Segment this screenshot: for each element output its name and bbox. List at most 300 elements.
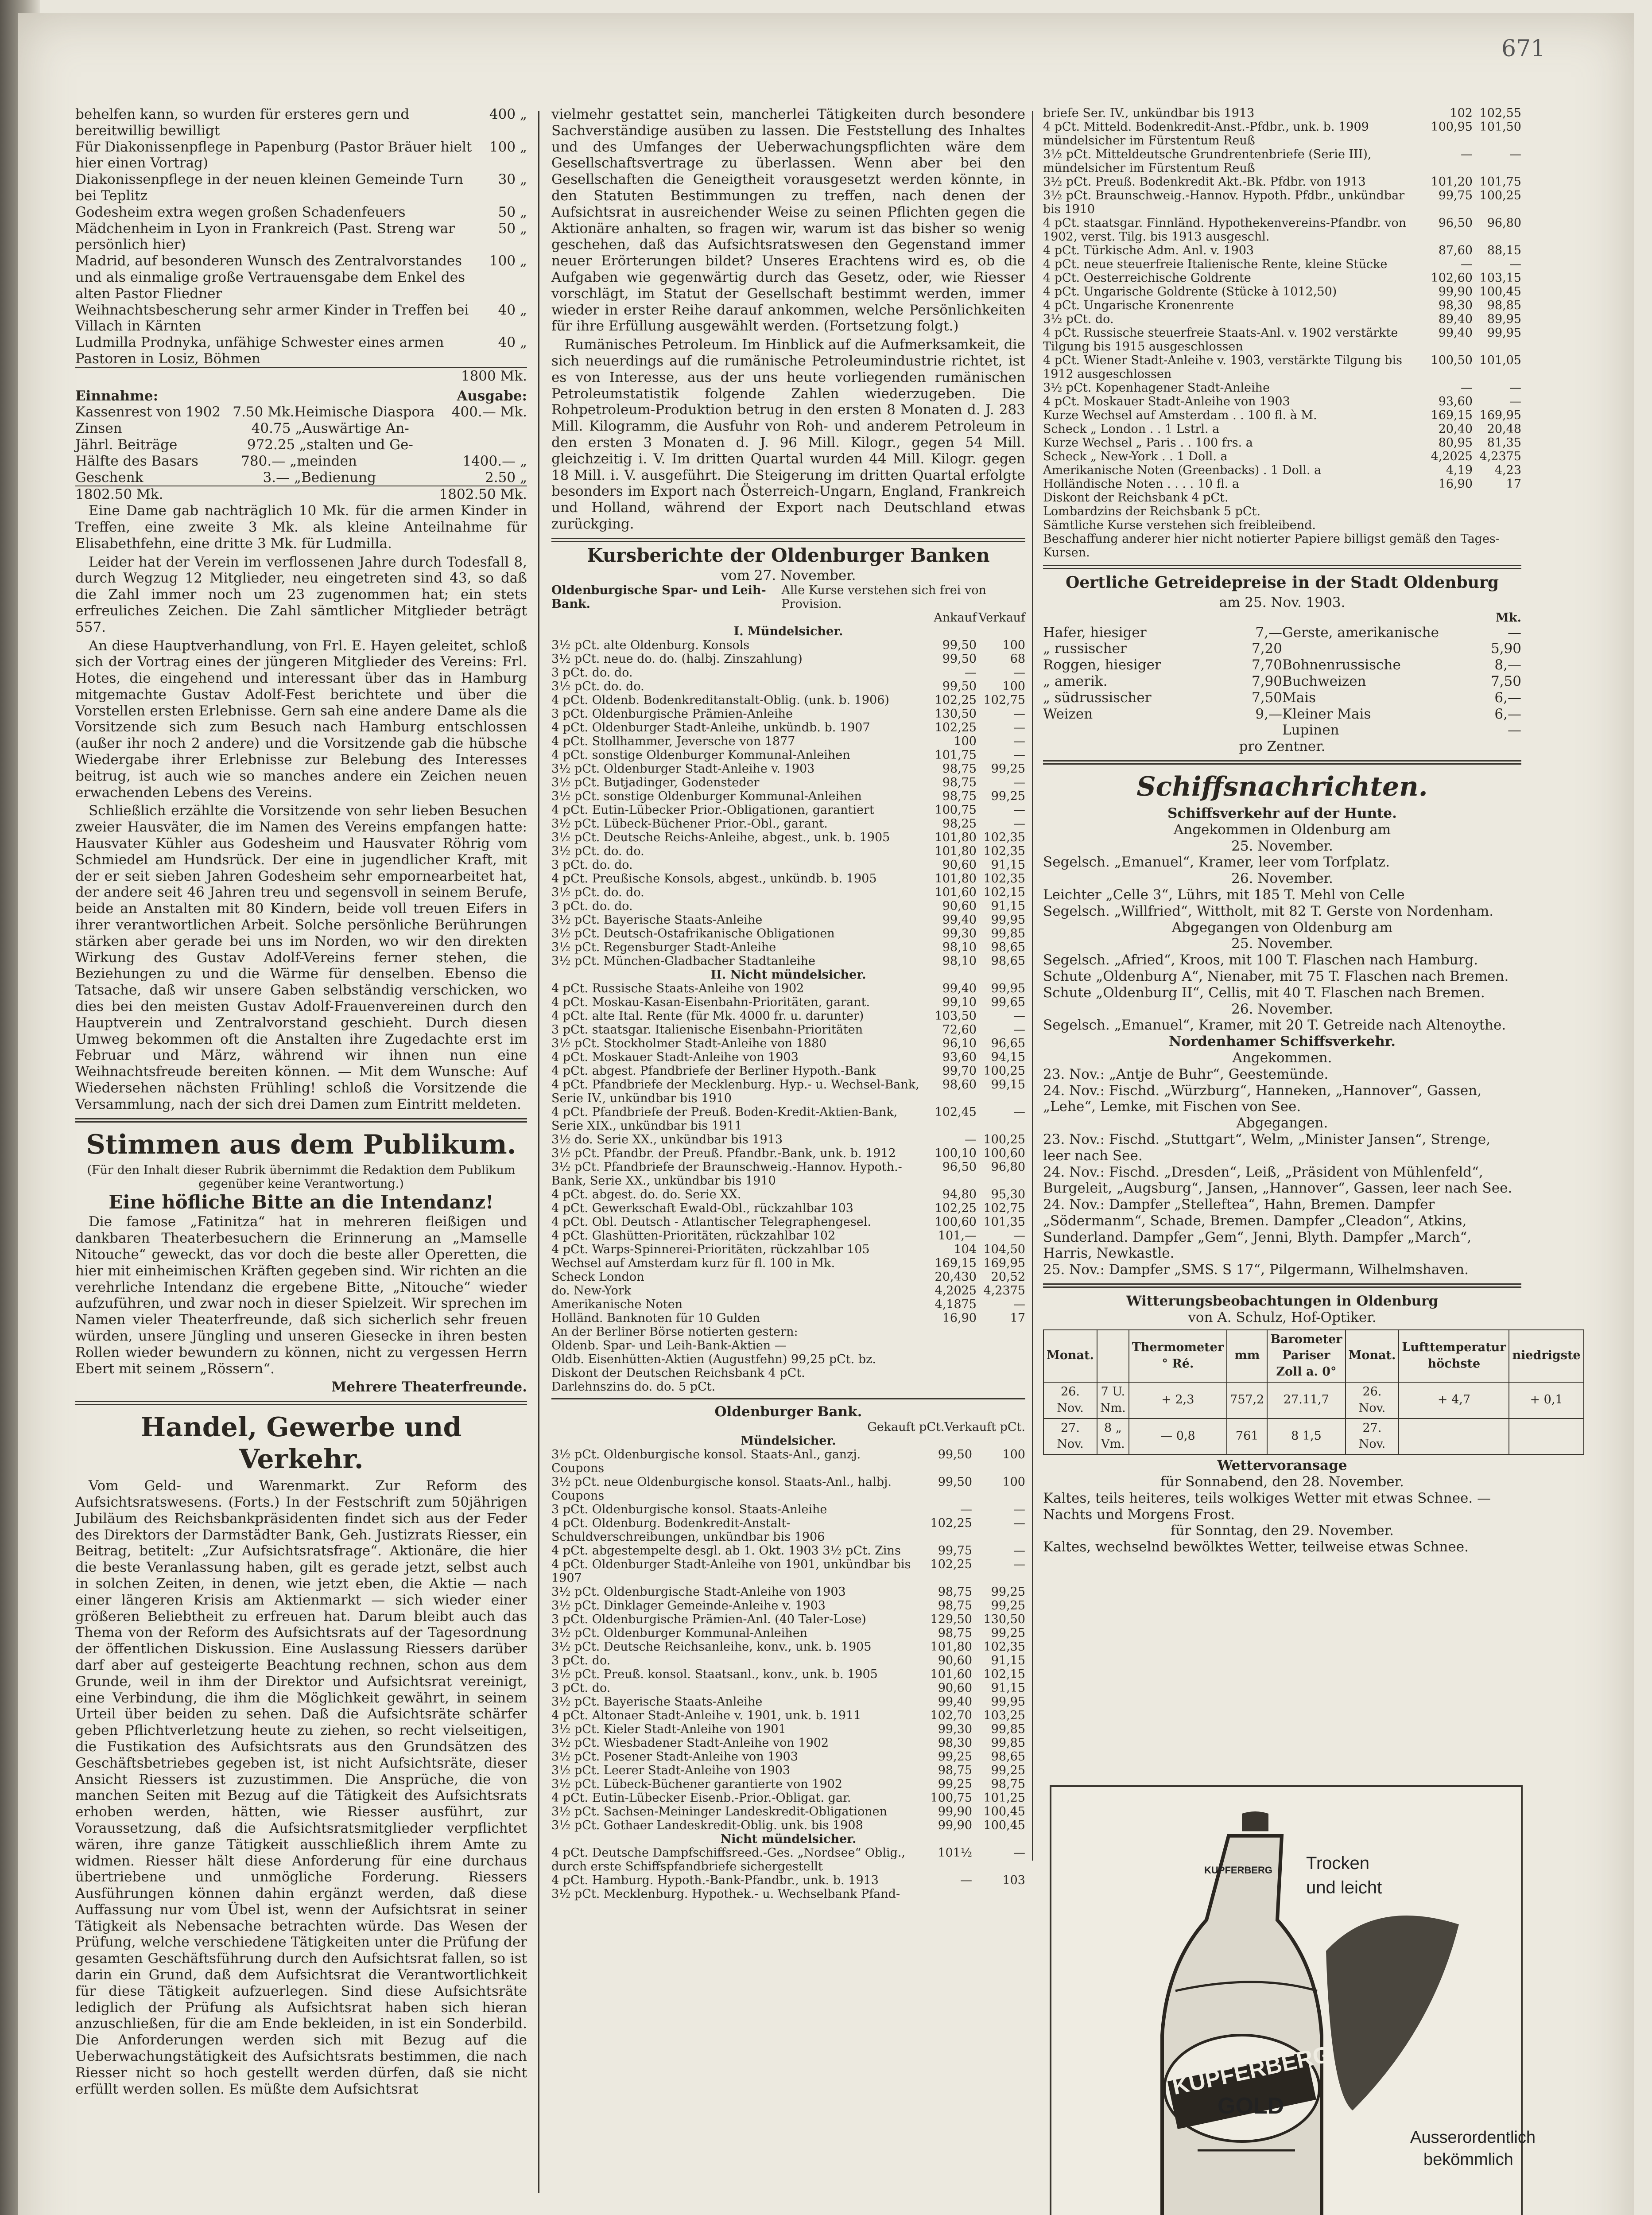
getreide-unit-row — [1043, 611, 1521, 625]
getreide-label: Kleiner Mais — [1282, 706, 1371, 722]
kurs2-label: Amerikanische Noten — [551, 1298, 683, 1312]
kurs2-row — [551, 1188, 1025, 1201]
kurs-note: Alle Kurse verstehen sich frei von Provision. — [781, 583, 986, 611]
ad-tagline-2: und leicht — [1306, 1878, 1382, 1897]
kurs2-value: 100,60 — [935, 1215, 977, 1229]
kurs-date: vom 27. November. — [721, 567, 856, 583]
kurs3-value: 101,80 — [930, 1640, 972, 1654]
getreide-price: 7,20 — [1251, 641, 1282, 657]
kurs3-value: — — [1013, 1503, 1025, 1517]
kurs1-label: 4 pCt. Eutin-Lübecker Prior.-Obligationen, garantiert — [551, 803, 874, 817]
kurs3-row — [551, 1448, 1025, 1475]
ledger-expense-value: 400.— Mk. — [451, 404, 527, 420]
kurs-cont-row — [1043, 257, 1521, 271]
kurs3-value: 99,25 — [938, 1750, 972, 1764]
kurs1-label: 3½ pCt. sonstige Oldenburger Kommunal-Anleihen — [551, 789, 862, 804]
kurs1-row — [551, 693, 1025, 707]
kurs2-row — [551, 1311, 1025, 1325]
kurs1-value: 98,75 — [942, 789, 977, 804]
weather-cell: 7 U. Nm. — [1097, 1382, 1129, 1418]
expense-head: Ausgabe: — [457, 388, 527, 404]
schiff-line: Abgegangen von Oldenburg am — [1171, 919, 1393, 936]
kurs-cont-label: 4 pCt. Wiener Stadt-Anleihe v. 1903, verstärkte Tilgung bis 1912 ausgeschlossen — [1043, 354, 1402, 381]
weather-cell: 8 1,5 — [1267, 1418, 1345, 1455]
kurs3-row — [551, 1626, 1025, 1640]
kurs1-row — [551, 872, 1025, 886]
wechsel-value: 16,90 — [1438, 477, 1473, 491]
kurs4-label: 4 pCt. Deutsche Dampfschiffsreed.-Ges. „Nordsee“ Oblig., durch erste Schiffspfandbriefe sichergestellt — [551, 1846, 905, 1874]
ledger-income-value: 7.50 Mk. — [233, 404, 295, 420]
kurs1-value: 102,35 — [983, 844, 1025, 859]
donation-total: 1800 Mk. — [461, 368, 527, 384]
getreide-date: am 25. Nov. 1903. — [1219, 594, 1346, 610]
wechsel-row — [1043, 422, 1521, 436]
kurs1-value: 99,25 — [991, 762, 1025, 776]
kurs4-row — [551, 1887, 1025, 1901]
kurs2-value: 101,35 — [983, 1215, 1025, 1229]
kurs3-row — [551, 1475, 1025, 1503]
donation-label: Weihnachtsbescherung sehr armer Kinder in Treffen bei Villach in Kärnten — [75, 302, 469, 334]
diskont-item: Sämtliche Kurse verstehen sich freibleibend. — [1043, 518, 1316, 532]
kurs2-value: 95,30 — [991, 1188, 1025, 1202]
weather-head-cell: Barometer Pariser Zoll a. 0° — [1267, 1330, 1345, 1382]
wechsel-row — [1043, 408, 1521, 422]
nordenham-line: Angekommen. — [1232, 1049, 1332, 1066]
kurs-sub-list — [551, 1339, 1025, 1394]
kurs1-value: 102,35 — [983, 831, 1025, 845]
kurs3-value: 100 — [1002, 1448, 1025, 1462]
kurs3-value: 99,85 — [991, 1722, 1025, 1737]
getreide-title: Oertliche Getreidepreise in der Stadt Oldenburg — [1065, 573, 1499, 592]
getreide-label: „ südrussischer — [1043, 689, 1152, 706]
wechsel-value: 20,40 — [1438, 422, 1473, 436]
section-divider — [75, 1401, 527, 1405]
kurs3-label: 3½ pCt. Preuß. konsol. Staatsanl., konv., unk. b. 1905 — [551, 1667, 878, 1682]
kurs1-value: 99,85 — [991, 927, 1025, 941]
kurs3-label: 3½ pCt. Sachsen-Meininger Landeskredit-Obligationen — [551, 1805, 888, 1819]
kurs2-value: 94,80 — [942, 1188, 977, 1202]
ad-tagline-1: Trocken — [1306, 1854, 1370, 1873]
kurs1-row — [551, 748, 1025, 762]
kurs-cont-value: 93,60 — [1438, 395, 1473, 408]
income-head: Einnahme: — [75, 388, 159, 404]
kurs2-value: — — [1013, 1229, 1025, 1243]
kurs1-value: 101,75 — [935, 748, 977, 762]
kurs1-row — [551, 776, 1025, 789]
ledger-expense-label: Bedienung — [301, 469, 376, 486]
ledger-income-label: Hälfte des Basars — [75, 453, 198, 469]
kurs3-label: 4 pCt. Eutin-Lübecker Eisenb.-Prior.-Obligat. gar. — [551, 1791, 851, 1805]
kurs-cont-row — [1043, 106, 1521, 120]
weather-cell: + 2,3 — [1129, 1382, 1227, 1418]
kurs3-row — [551, 1681, 1025, 1695]
kurs2-label: 4 pCt. Obl. Deutsch - Atlantischer Telegraphengesel. — [551, 1215, 871, 1229]
kurs-table-3 — [551, 1448, 1025, 1832]
kurs2-value: 101,— — [938, 1229, 977, 1243]
kurs3-value: 99,85 — [991, 1736, 1025, 1750]
kurs3-value: 103,25 — [983, 1709, 1025, 1723]
ledger-row — [75, 437, 527, 453]
kurs2-label: 4 pCt. Moskau-Kasan-Eisenbahn-Prioritäten, garant. — [551, 995, 870, 1010]
column-rule-2 — [1032, 111, 1033, 1861]
kurs3-value: 99,30 — [938, 1722, 972, 1737]
kurs2-row — [551, 1064, 1025, 1078]
kurs2-row — [551, 1078, 1025, 1105]
kurs3-value: 98,75 — [938, 1585, 972, 1599]
wechsel-label: Scheck „ New-York . . 1 Doll. a — [1043, 450, 1228, 463]
kurs-cont-row — [1043, 216, 1521, 244]
kurs-sec2: II. Nicht mündelsicher. — [710, 968, 866, 982]
getreide-price: — — [1508, 624, 1521, 641]
donation-value: 400 „ — [489, 106, 527, 122]
getreide-row — [1043, 657, 1521, 673]
weather-cell — [1509, 1418, 1583, 1455]
wechsel-row — [1043, 436, 1521, 450]
kurs1-row — [551, 886, 1025, 899]
getreide-row — [1043, 673, 1521, 690]
kurs3-value: 100,45 — [983, 1819, 1025, 1833]
ad-claim-2: bekömmlich — [1423, 2150, 1513, 2169]
kurs-sec1: I. Mündelsicher. — [733, 625, 843, 639]
kurs4-row — [551, 1873, 1025, 1887]
getreide-label: Hafer, hiesiger — [1043, 624, 1147, 641]
kurs3-label: 3½ pCt. Wiesbadener Stadt-Anleihe von 1902 — [551, 1736, 829, 1750]
weather-head-cell: Thermometer ° Ré. — [1129, 1330, 1227, 1382]
kurs2-value: — — [1013, 1023, 1025, 1037]
wechsel-table — [1043, 408, 1521, 491]
kurs2-row — [551, 1243, 1025, 1256]
bitte-text: Die famose „Fatinitza“ hat in mehreren fleißigen und dankbaren Theaterbesuchern die Erinnerung an „Mamselle Nitouche“ geweckt, das vor doch die beste aller Operetten, die hier mit einheimischen Kräften gegeben sind. Wir richten an die verehrliche Intendanz die ergebene Bitte, „Nitouche“ wieder aufzuführen, und zwar noch in dieser Spielzeit. Wir sprechen im Namen vieler Theaterfreunde, daß sich sicherlich sehr freuen würden, unsere Jüngling und unseren Giesecke in ihren besten Rollen wieder bewundern zu können, nicht zu vergessen Herrn Ebert mit seinem „Rössern“. — [75, 1214, 527, 1377]
kurs-cont-row — [1043, 395, 1521, 408]
kurs-cont-value: 96,80 — [1487, 216, 1521, 230]
kurs1-value: — — [1013, 803, 1025, 817]
kurs3-value: 102,35 — [983, 1640, 1025, 1654]
kurs3-label: 3 pCt. Oldenburgische Prämien-Anl. (40 Taler-Lose) — [551, 1613, 866, 1627]
kurs1-row — [551, 707, 1025, 721]
kurs3-value: 100,45 — [983, 1805, 1025, 1819]
kurs2-value: 103,50 — [935, 1009, 977, 1023]
kurs-continuation — [1043, 106, 1521, 408]
kurs2-label: 3½ do. Serie XX., unkündbar bis 1913 — [551, 1133, 783, 1147]
kurs-cont-row — [1043, 175, 1521, 189]
kurs2-value: 102,25 — [935, 1201, 977, 1216]
kurs1-value: — — [1013, 817, 1025, 831]
kurs1-value: 98,65 — [991, 940, 1025, 955]
kurs-sub-item: Oldenb. Spar- und Leih-Bank-Aktien — — [551, 1339, 787, 1353]
kurs2-value: 96,50 — [942, 1160, 977, 1174]
getreide-price: 6,— — [1494, 689, 1521, 706]
kurs2-row — [551, 982, 1025, 995]
ledger-table — [75, 404, 527, 486]
wechsel-row — [1043, 477, 1521, 491]
kurs-table-4 — [551, 1846, 1025, 1901]
kupferberg-advertisement — [1050, 1785, 1536, 2215]
wetter-forecast — [1043, 1474, 1521, 1555]
kurs2-label: 4 pCt. Glashütten-Prioritäten, rückzahlbar 102 — [551, 1229, 836, 1243]
kurs2-label: 4 pCt. alte Ital. Rente (für Mk. 4000 fr. u. darunter) — [551, 1009, 864, 1023]
kurs2-value: 98,60 — [942, 1078, 977, 1092]
kurs2-label: 4 pCt. Gewerkschaft Ewald-Obl., rückzahlbar 103 — [551, 1201, 853, 1216]
kurs3-row — [551, 1791, 1025, 1805]
getreide-unit: Mk. — [1496, 610, 1521, 625]
kurs1-value: — — [1013, 748, 1025, 762]
kurs2-row — [551, 1146, 1025, 1160]
donation-row — [75, 171, 527, 204]
kurs1-value: — — [1013, 721, 1025, 735]
kurs2-row — [551, 1298, 1025, 1311]
kurs-cont-label: 4 pCt. Russische steuerfreie Staats-Anl. v. 1902 verstärkte Tilgung bis 1915 ausgeschlossen — [1043, 326, 1398, 354]
kurs-sec3: Mündelsicher. — [741, 1434, 836, 1448]
kurs2-value: 100,25 — [983, 1133, 1025, 1147]
kurs1-row — [551, 913, 1025, 927]
kurs-cont-label: 3½ pCt. Mitteldeutsche Grundrentenbriefe (Serie III), mündelsicher im Fürstentum Reuß — [1043, 148, 1372, 175]
kurs3-label: 3½ pCt. Deutsche Reichsanleihe, konv., unk. b. 1905 — [551, 1640, 872, 1654]
getreide-row — [1043, 690, 1521, 706]
kurs1-label: 3½ pCt. Deutsche Reichs-Anleihe, abgest., unk. b. 1905 — [551, 831, 890, 845]
kurs2-value: 100,25 — [983, 1064, 1025, 1078]
kurs3-value: 99,25 — [991, 1626, 1025, 1640]
kurs-cont-label: 3½ pCt. Kopenhagener Stadt-Anleihe — [1043, 381, 1270, 395]
kurs2-label: Scheck London — [551, 1270, 644, 1284]
kurs3-value: 98,75 — [938, 1764, 972, 1778]
kurs2-value: 96,65 — [991, 1037, 1025, 1051]
kurs-sub: An der Berliner Börse notierten gestern: — [551, 1325, 798, 1339]
kurs3-value: 102,25 — [930, 1558, 972, 1572]
ledger-total-right: 1802.50 Mk. — [439, 486, 527, 503]
getreide-price: 7,50 — [1251, 689, 1282, 706]
wetter-vor-title: Wettervoransage — [1217, 1457, 1347, 1474]
donation-row — [75, 221, 527, 253]
ledger-income-label: Zinsen — [75, 420, 122, 437]
kurs2-row — [551, 1284, 1025, 1298]
ledger-income-value: 3.— „ — [263, 469, 301, 486]
ledger-heads — [75, 388, 527, 404]
kurs3-value: 99,75 — [938, 1544, 972, 1558]
getreide-row — [1043, 706, 1521, 723]
kurs2-value: 20,52 — [991, 1270, 1025, 1284]
kurs1-value: 102,25 — [935, 721, 977, 735]
kurs2-value: 96,10 — [942, 1037, 977, 1051]
kurs2-row — [551, 1037, 1025, 1050]
ledger-row — [75, 470, 527, 486]
kurs4-label: 4 pCt. Hamburg. Hypoth.-Bank-Pfandbr., unk. b. 1913 — [551, 1873, 879, 1888]
getreide-label: „ russischer — [1043, 641, 1127, 657]
kurs2-value: 20,430 — [935, 1270, 977, 1284]
kurs2-row — [551, 1256, 1025, 1270]
schiff-line: 25. November. — [1231, 838, 1333, 854]
kurs3-value: — — [1013, 1558, 1025, 1572]
kurs2-value: 99,10 — [942, 995, 977, 1010]
kurs1-label: 4 pCt. sonstige Oldenburger Kommunal-Anleihen — [551, 748, 850, 762]
forecast-line: Kaltes, teils heiteres, teils wolkiges Wetter mit etwas Schnee. — Nachts und Morgens Frost. — [1043, 1490, 1491, 1523]
wechsel-value: 4,2025 — [1431, 450, 1473, 463]
schiff-line: Segelsch. „Emanuel“, Kramer, leer vom Torfplatz. — [1043, 854, 1390, 870]
kurs-cont-value: 103,15 — [1479, 271, 1521, 285]
weather-cell: 757,2 — [1227, 1382, 1267, 1418]
kurs3-value: 102,15 — [983, 1667, 1025, 1682]
kurs1-row — [551, 721, 1025, 734]
kurs1-value: 98,65 — [991, 954, 1025, 968]
getreide-price: 5,90 — [1490, 641, 1521, 657]
kurs2-value: 94,15 — [991, 1050, 1025, 1065]
getreide-price: 6,— — [1494, 706, 1521, 722]
kurs1-value: 101,80 — [935, 872, 977, 886]
getreide-row — [1043, 625, 1521, 641]
donation-value: 30 „ — [498, 171, 527, 188]
ledger-income-label: Jährl. Beiträge — [75, 436, 178, 453]
ledger-total-left: 1802.50 Mk. — [75, 486, 163, 503]
kurs3-value: 101,25 — [983, 1791, 1025, 1805]
kurs1-label: 3 pCt. Oldenburgische Prämien-Anleihe — [551, 707, 793, 721]
schiff-line: Leichter „Celle 3“, Lührs, mit 185 T. Mehl von Celle — [1043, 886, 1405, 903]
kurs4-label: 3½ pCt. Mecklenburg. Hypothek.- u. Wechselbank Pfand- — [551, 1887, 900, 1901]
handel-text: Vom Geld- und Warenmarkt. Zur Reform des Aufsichtsratswesens. (Forts.) In der Festschrift zum 50jährigen Jubiläum des Reichsbankpräsidenten findet sich aus der Feder des Direktors der Darmstädter Bank, Geh. Justizrats Riesser, ein Beitrag, betitelt: „Zur Aufsichtsratsfrage“. Aktionäre, die hier die beste Veranlassung haben, gilt es gerade jetzt, selbst auch in solchen Zeiten, in denen, wie jetzt eben, die Aktie — nach einer längeren Krisis am Aktienmarkt — sich wieder einer größeren Beliebtheit zu erfreuen hat. Darum bleibt auch das Thema von der Reform des Aufsichtsrats auf der Tagesordnung der öffentlichen Diskussion. Eine Auslassung Riessers darüber darf aber auf gesteigerte Beachtung rechnen, schon aus dem Grunde, weil in ihm der Direktor und Aufsichtsrat vereinigt, eine Verbindung, die ihm die Möglichkeit gewährt, in seinem Urteil über beiden zu sehen. Daß die Aufsichtsräte schärfer geben Pflichtverletzung heute zu ziehen, so recht vielseitigen, die Fustikation des Aufsichtsrats aus den Grundsätzen des Geschäftsbetriebes gegeben ist, ist nicht Aufsichtsräte, dieser Ansicht Riessers ist zuzustimmen. Die Ansprüche, die von manchen Seiten mit Bezug auf die Tätigkeit des Aufsichtsrats erhoben werden, hätten, wie Riesser ausführt, zur Voraussetzung, daß die Aufsichtsratsmitglieder verpflichtet wären, ihre ganze Tätigkeit ausschließlich ihrem Amte zu widmen. Riesser hält diese Anforderung für eine durchaus übertriebene und unmögliche Forderung. Riessers Ausführungen können dahin ergänzt werden, daß diese Auffassung nur vom Übel ist, wenn der Aufsichtsrat in seiner Tätigkeit als Nebensache betrachten würde. Das Wesen der Prüfung, welche verschiedene Tätigkeiten unter die Prüfung der gesamten Geschäftsführung durch den Aufsichtsrat fallen, so ist darin ein Grund, daß dem Aufsichtsrat die Verantwortlichkeit für diese Tätigkeit aufzuerlegen. Sind diese Aufsichtsräte lediglich der Prüfung als Aufsichtsrat haben sich hieran anzuschließen, für die am Ende bekleiden, in ist ein Sonderbild. Die Anforderungen werden sich mit Bezug auf die Ueberwachungstätigkeit des Aufsichtsrats bestimmen, die nach Riesser nicht so hoch gestellt werden dürfen, daß sie nicht erfüllt werden sollen. Es müßte dem Aufsichtsrat — [75, 1478, 527, 2097]
getreide-label: Gerste, amerikanische — [1282, 624, 1439, 641]
kurs1-label: 3½ pCt. do. do. — [551, 844, 644, 859]
donation-label: Ludmilla Prodnyka, unfähige Schwester eines armen Pastoren in Losiz, Böhmen — [75, 334, 444, 367]
kurs1-value: 99,40 — [942, 913, 977, 927]
bitte-title: Eine höfliche Bitte an die Intendanz! — [109, 1191, 494, 1213]
stimmen-note: (Für den Inhalt dieser Rubrik übernimmt die Redaktion dem Publikum gegenüber keine Verantwortung.) — [87, 1163, 516, 1191]
getreide-label: Bohnenrussische — [1282, 657, 1401, 673]
kurs-sub-item: Diskont der Deutschen Reichsbank 4 pCt. — [551, 1366, 805, 1380]
donation-row — [75, 204, 527, 221]
kurs-head-sell: Verkauf — [978, 611, 1025, 625]
wechsel-row — [1043, 450, 1521, 463]
kurs1-row — [551, 803, 1025, 817]
ledger-expense-label: meinden — [297, 453, 357, 469]
kurs2-label: do. New-York — [551, 1284, 632, 1298]
getreide-label: Mais — [1282, 689, 1316, 706]
kurs3-value: — — [1013, 1516, 1025, 1531]
report-paragraph: Leider hat der Verein im verflossenen Jahre durch Todesfall 8, durch Wegzug 12 Mitglieder, neu eingetreten sind 43, so daß die Zahl immer noch um 23 zugenommen hat; ein stets erfreuliches Zeichen. Die Zahl sämtlicher Mitglieder beträgt 557. — [75, 554, 527, 635]
section-divider — [551, 538, 1025, 542]
kurs-cont-label: 3½ pCt. Preuß. Bodenkredit Akt.-Bk. Pfdbr. von 1913 — [1043, 175, 1366, 189]
kurs-cont-row — [1043, 285, 1521, 299]
kurs-cont-row — [1043, 120, 1521, 148]
getreide-price: 9,— — [1255, 706, 1282, 722]
kurs-cont-value: 89,40 — [1438, 312, 1473, 326]
diskont-item: Lombardzins der Reichsbank 5 pCt. — [1043, 505, 1260, 518]
kurs1-value: — — [1013, 707, 1025, 721]
section-divider — [75, 1118, 527, 1123]
kurs2-row — [551, 1023, 1025, 1037]
kurs-cont-value: — — [1509, 257, 1521, 271]
kurs1-value: 90,60 — [942, 858, 977, 872]
weather-cell: 27. Nov. — [1346, 1418, 1399, 1455]
wechsel-value: 20,48 — [1487, 422, 1521, 436]
kurs2-label: 4 pCt. abgest. Pfandbriefe der Berliner Hypoth.-Bank — [551, 1064, 876, 1078]
kurs1-row — [551, 789, 1025, 803]
kurs1-value: 99,50 — [942, 680, 977, 694]
kurs1-label: 3½ pCt. Oldenburger Stadt-Anleihe v. 1903 — [551, 762, 815, 776]
nordenham-line: 24. Nov.: Fischd. „Würzburg“, Hanneken, „Hannover“, Gassen, „Lehe“, Lemke, mit Fischen von See. — [1043, 1082, 1482, 1115]
kurs2-value: — — [965, 1133, 977, 1147]
kurs3-label: 3½ pCt. Bayerische Staats-Anleihe — [551, 1695, 763, 1709]
kurs-cont-label: 4 pCt. neue steuerfreie Italienische Rente, kleine Stücke — [1043, 257, 1388, 271]
kurs2-value: 100,60 — [983, 1146, 1025, 1161]
kurs1-value: 99,50 — [942, 638, 977, 653]
kurs2-label: 3½ pCt. Stockholmer Stadt-Anleihe von 1880 — [551, 1037, 827, 1051]
weather-cell: 26. Nov. — [1346, 1382, 1399, 1418]
kurs3-row — [551, 1750, 1025, 1764]
kurs3-value: 98,30 — [938, 1736, 972, 1750]
kurs-cont-label: 4 pCt. Ungarische Goldrente (Stücke à 1012,50) — [1043, 285, 1337, 299]
nordenham-line: 23. Nov.: „Antje de Buhr“, Geestemünde. — [1043, 1066, 1329, 1082]
getreide-table — [1043, 625, 1521, 739]
kurs-head-buy: Ankauf — [934, 611, 977, 625]
ledger-income-label: Geschenk — [75, 469, 143, 486]
kurs1-value: 91,15 — [991, 899, 1025, 913]
kurs3-label: 3 pCt. do. — [551, 1654, 611, 1668]
kurs-cont-value: 99,95 — [1487, 326, 1521, 340]
kurs1-value: 68 — [1010, 652, 1025, 666]
kurs-cont-row — [1043, 326, 1521, 354]
weather-head-row — [1043, 1330, 1584, 1382]
diskont-list — [1043, 491, 1521, 560]
donation-value: 50 „ — [498, 204, 527, 220]
weather-head-cell: niedrigste — [1509, 1330, 1583, 1382]
kurs1-label: 3½ pCt. Deutsch-Ostafrikanische Obligationen — [551, 927, 835, 941]
kurs2-label: 3½ pCt. Pfandbr. der Preuß. Pfandbr.-Bank, unk. b. 1912 — [551, 1146, 896, 1161]
nordenham-line: 24. Nov.: Fischd. „Dresden“, Leiß, „Präsident von Mühlenfeld“, Burgeleit, „Augsburg“, Jansen, „Hannover“, Gassen, leer nach See. — [1043, 1164, 1512, 1197]
report-paragraph: Eine Dame gab nachträglich 10 Mk. für die armen Kinder in Treffen, eine zweite 3 Mk. als kleine Anteilnahme für Elisabethfehn, eine dritte 3 Mk. für Ludmilla. — [75, 503, 527, 552]
weather-cell: + 4,7 — [1399, 1382, 1509, 1418]
schiff-line: Angekommen in Oldenburg am — [1173, 821, 1391, 838]
ledger-income-value: 972.25 „ — [247, 436, 307, 453]
donation-row — [75, 302, 527, 335]
kurs3-label: 3½ pCt. Kieler Stadt-Anleihe von 1901 — [551, 1722, 786, 1737]
donation-value: 50 „ — [498, 220, 527, 237]
kurs3-row — [551, 1516, 1025, 1544]
kurs3-label: 3½ pCt. neue Oldenburgische konsol. Staats-Anl., halbj. Coupons — [551, 1475, 892, 1503]
wechsel-value: 4,2375 — [1479, 450, 1521, 463]
donation-row — [75, 253, 527, 302]
section-divider — [1043, 760, 1521, 765]
nordenham-line: 24. Nov.: Dampfer „Stelleftea“, Hahn, Bremen. Dampfer „Södermanm“, Schade, Bremen. Dampfer „Cleadon“, Atkins, Sunderland. Dampfer „Gem“, Jenni, Blyth. Dampfer „March“, Harris, Newkastle. — [1043, 1197, 1472, 1262]
kurs3-value: 98,75 — [938, 1626, 972, 1640]
wechsel-value: 81,35 — [1487, 436, 1521, 450]
kurs-cont-value: 88,15 — [1487, 244, 1521, 257]
kurs-cont-row — [1043, 271, 1521, 285]
ledger-income-value: 40.75 „ — [251, 420, 302, 437]
kurs1-value: 98,75 — [942, 762, 977, 776]
kurs2-row — [551, 995, 1025, 1009]
kurs3-value: 99,40 — [938, 1695, 972, 1709]
kurs3-value: 130,50 — [983, 1613, 1025, 1627]
kurs3-label: 3½ pCt. Leerer Stadt-Anleihe von 1903 — [551, 1764, 791, 1778]
kurs3-row — [551, 1613, 1025, 1626]
getreide-label: Roggen, hiesiger — [1043, 657, 1161, 673]
kurs2-value: 99,65 — [991, 995, 1025, 1010]
kurs3-value: 99,25 — [991, 1764, 1025, 1778]
schiff-title: Schiffsnachrichten. — [1136, 771, 1428, 802]
kurs-cont-row — [1043, 354, 1521, 381]
weather-table — [1043, 1329, 1584, 1455]
getreide-label: Lupinen — [1282, 722, 1339, 738]
kurs1-value: — — [1013, 734, 1025, 749]
kurs-cont-label: briefe Ser. IV., unkündbar bis 1913 — [1043, 106, 1255, 120]
forecast-line: für Sonnabend, den 28. November. — [1160, 1474, 1404, 1490]
kurs3-value: — — [960, 1503, 972, 1517]
kurs1-value: — — [1013, 666, 1025, 680]
weather-head-cell: Monat. — [1043, 1330, 1097, 1382]
donation-list — [75, 106, 527, 367]
kurs1-label: 3½ pCt. do. do. — [551, 680, 644, 694]
kurs2-value: 17 — [1010, 1311, 1025, 1325]
kurs4-row — [551, 1846, 1025, 1873]
donation-value: 40 „ — [498, 334, 527, 351]
